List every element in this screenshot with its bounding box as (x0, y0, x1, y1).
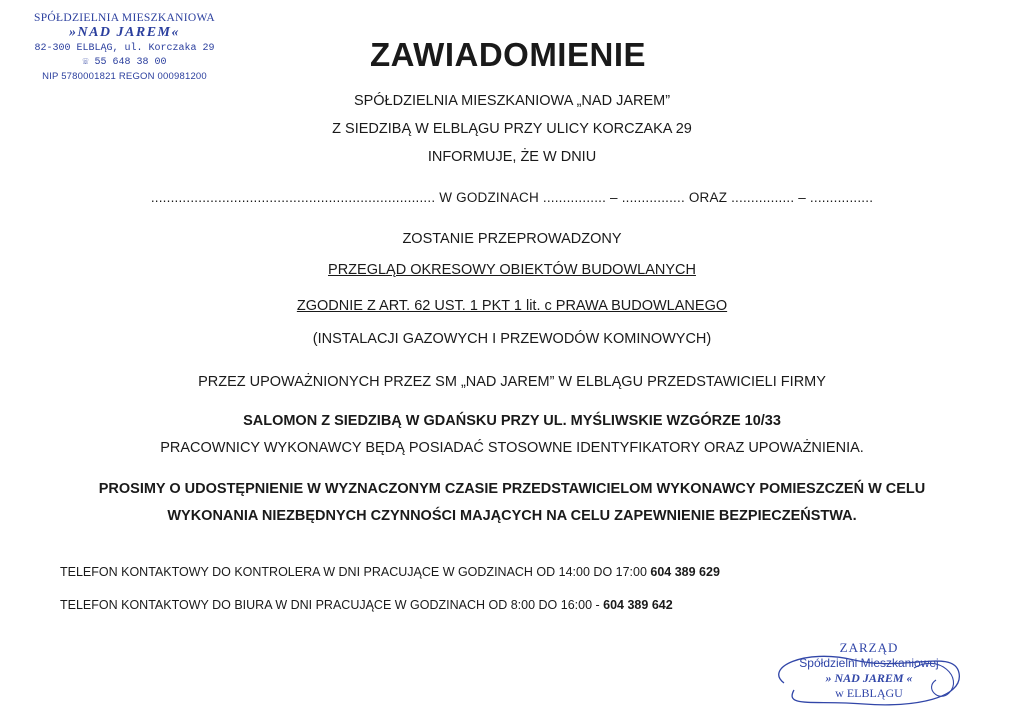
stamp-phone: ☏ 55 648 38 00 (82, 57, 167, 68)
company-line: SALOMON Z SIEDZIBĄ W GDAŃSKU PRZY UL. MYŚLIWSKIE WZGÓRZE 10/33 (243, 413, 781, 429)
document-title: ZAWIADOMIENIE (370, 36, 646, 73)
contact-controller-number: 604 389 629 (650, 565, 720, 579)
conducted-line: ZOSTANIE PRZEPROWADZONY (402, 231, 622, 247)
stamp-name: SPÓŁDZIELNIA MIESZKANIOWA (34, 12, 215, 24)
authorized-line: PRZEZ UPOWAŻNIONYCH PRZEZ SM „NAD JAREM” W ELBLĄGU PRZEDSTAWICIELI FIRMY (198, 374, 826, 390)
signature-board: ZARZĄD (839, 640, 899, 655)
intro-line-3: INFORMUJE, ŻE W DNIU (427, 149, 597, 165)
contact-office-text: TELEFON KONTAKTOWY DO BIURA W DNI PRACUJĄCE W GODZINACH OD 8:00 DO 16:00 - (60, 598, 604, 612)
intro-line-1: SPÓŁDZIELNIA MIESZKANIOWA „NAD JAREM” (353, 93, 671, 109)
signature-city: w ELBLĄGU (835, 686, 903, 700)
contact-controller (60, 565, 720, 579)
date-time-line: ........................................................................ W GODZINACH ................ – ................ ORAZ ................ – ................ (150, 190, 874, 205)
inspection-line: PRZEGLĄD OKRESOWY OBIEKTÓW BUDOWLANYCH (328, 262, 696, 278)
stamp-ids: NIP 5780001821 REGON 000981200 (42, 71, 207, 82)
stamp-address: 82-300 ELBLĄG, ul. Korczaka 29 (34, 43, 215, 54)
signature-coop: Spółdzielni Mieszkaniowej (799, 656, 939, 670)
intro-line-2: Z SIEDZIBĄ W ELBLĄGU PRZY ULICY KORCZAKA 29 (332, 121, 692, 137)
scope-line: (INSTALACJI GAZOWYCH I PRZEWODÓW KOMINOWYCH) (312, 331, 712, 347)
stamp-coop-name: »NAD JAREM« (68, 25, 181, 40)
signature-name: » NAD JAREM « (825, 671, 913, 685)
law-line: ZGODNIE Z ART. 62 UST. 1 PKT 1 lit. c PRAWA BUDOWLANEGO (296, 298, 728, 314)
contact-office (60, 598, 673, 612)
board-signature-stamp (764, 638, 974, 718)
request-line-1: PROSIMY O UDOSTĘPNIENIE W WYZNACZONYM CZASIE PRZEDSTAWICIELOM WYKONAWCY POMIESZCZEŃ W CELU (98, 481, 926, 497)
request-line-2: WYKONANIA NIEZBĘDNYCH CZYNNOŚCI MAJĄCYCH NA CELU ZAPEWNIENIE BEZPIECZEŃSTWA. (167, 508, 857, 524)
identifiers-line: PRACOWNICY WYKONAWCY BĘDĄ POSIADAĆ STOSOWNE IDENTYFIKATORY ORAZ UPOWAŻNIENIA. (160, 440, 864, 456)
contact-office-number: 604 389 642 (603, 598, 673, 612)
contact-controller-text: TELEFON KONTAKTOWY DO KONTROLERA W DNI PRACUJĄCE W GODZINACH OD 14:00 DO 17:00 (60, 565, 651, 579)
